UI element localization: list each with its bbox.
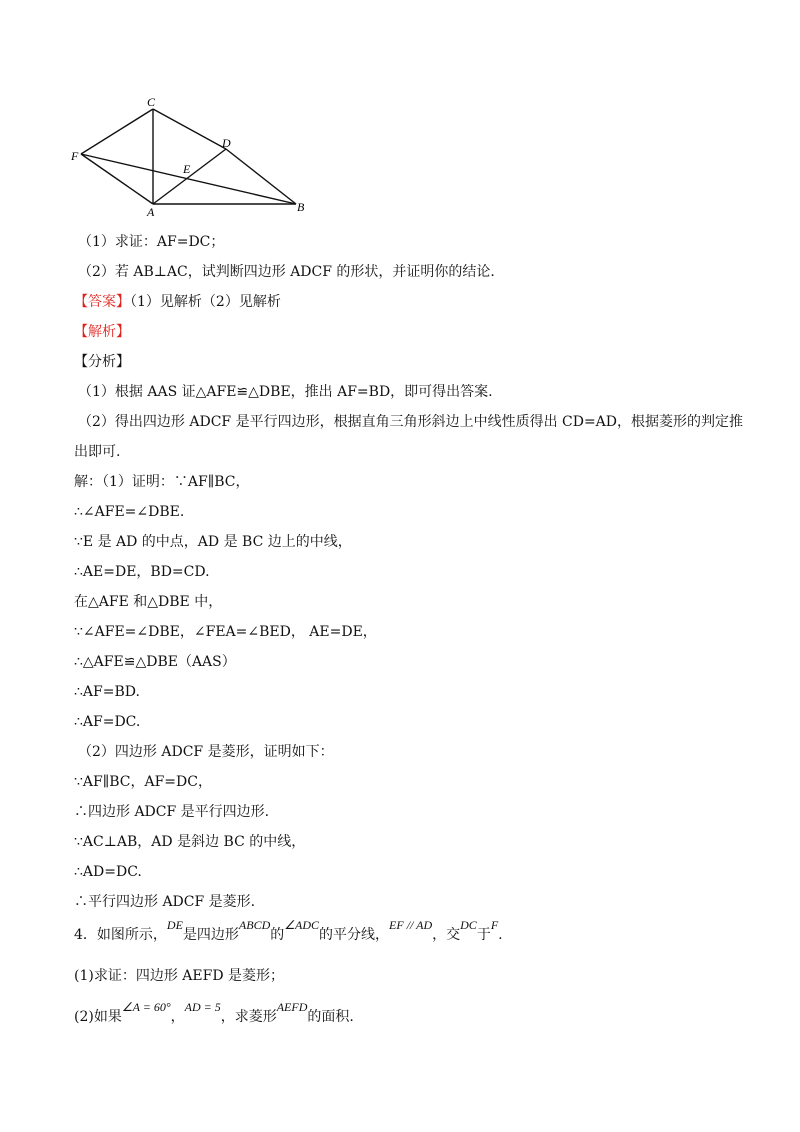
- solution-line: ∴AF=DC.: [74, 714, 141, 730]
- fenxi-p2a: （2）得出四边形 ADCF 是平行四边形，根据直角三角形斜边上中线性质得出 CD=AD，根据菱形的判定推: [78, 414, 744, 430]
- solution-line: ∴AF=BD.: [74, 684, 140, 700]
- segment-ad: [153, 149, 226, 204]
- solution-line: ∴四边形 ADCF 是平行四边形.: [74, 804, 270, 820]
- problem4-text: 于: [476, 927, 491, 943]
- solution-line: ∵∠AFE=∠DBE，∠FEA=∠BED， AE=DE，: [74, 624, 377, 640]
- formula-ef-parallel-ad: EF // AD: [389, 918, 433, 932]
- problem4-q2: [74, 1000, 354, 1027]
- geometry-figure: [66, 92, 316, 222]
- label-c: C: [147, 95, 156, 109]
- segment-cd: [153, 109, 226, 149]
- analysis-tag: 【解析】: [74, 324, 130, 340]
- formula-de: DE: [166, 918, 183, 932]
- problem4-text: 的平分线，: [319, 927, 390, 943]
- problem4-text: 的: [270, 927, 285, 943]
- problem4-q1: (1)求证：四边形 AEFD 是菱形；: [74, 968, 284, 984]
- solution-line: 在△AFE 和△DBE 中，: [74, 594, 223, 610]
- fenxi-tag: 【分析】: [74, 354, 130, 370]
- problem4-text: .: [498, 927, 503, 943]
- question-2: （2）若 AB⊥AC，试判断四边形 ADCF 的形状，并证明你的结论.: [78, 264, 495, 280]
- label-a: A: [147, 205, 155, 219]
- problem4-text: 的面积.: [307, 1009, 354, 1025]
- formula-aefd: AEFD: [276, 1000, 308, 1014]
- problem4-stem: [74, 918, 503, 945]
- fenxi-p2b: 出即可.: [74, 444, 121, 460]
- solution-line: ∴∠AFE=∠DBE.: [74, 504, 185, 520]
- segment-fa: [81, 154, 153, 204]
- problem4-text: (2)如果: [74, 1009, 122, 1025]
- solution-line: ∴AD=DC.: [74, 864, 142, 880]
- label-f: F: [71, 149, 79, 163]
- solution-line: ∵AF∥BC，AF=DC，: [74, 774, 212, 790]
- problem4-number: 4．如图所示，: [74, 927, 167, 943]
- answer-line: [74, 292, 281, 312]
- solution-line: ∴AE=DE，BD=CD.: [74, 564, 210, 580]
- problem4-text: ，交: [432, 927, 461, 943]
- answer-tag: 【答案】: [74, 294, 130, 310]
- segment-fc: [81, 109, 153, 154]
- formula-abcd: ABCD: [238, 918, 271, 932]
- problem4-text: 是四边形: [182, 927, 239, 943]
- formula-f: F: [490, 918, 499, 932]
- formula-angle-a: ∠A = 60°: [121, 1000, 171, 1014]
- solution-line: ∵E 是 AD 的中点，AD 是 BC 边上的中线，: [74, 534, 352, 550]
- solution-line: 解：（1）证明：∵AF∥BC，: [74, 474, 250, 490]
- formula-angle-adc: ∠ADC: [284, 918, 320, 932]
- label-b: B: [297, 200, 305, 214]
- formula-ad5: AD = 5: [184, 1000, 221, 1014]
- answer-text: （1）见解析（2）见解析: [130, 294, 281, 310]
- solution-line: ∴平行四边形 ADCF 是菱形.: [74, 894, 256, 910]
- label-d: D: [222, 136, 231, 150]
- fenxi-p1: （1）根据 AAS 证△AFE≌△DBE，推出 AF=BD，即可得出答案.: [78, 384, 493, 400]
- question-1: （1）求证：AF=DC；: [78, 234, 225, 250]
- solution-line: （2）四边形 ADCF 是菱形，证明如下：: [78, 744, 334, 760]
- solution-line: ∴△AFE≌△DBE（AAS）: [74, 654, 236, 670]
- solution-line: ∵AC⊥AB，AD 是斜边 BC 的中线，: [74, 834, 306, 850]
- label-e: E: [183, 162, 191, 176]
- problem4-text: ，: [170, 1009, 185, 1025]
- problem4-text: ，求菱形: [220, 1009, 277, 1025]
- formula-dc: DC: [460, 918, 477, 932]
